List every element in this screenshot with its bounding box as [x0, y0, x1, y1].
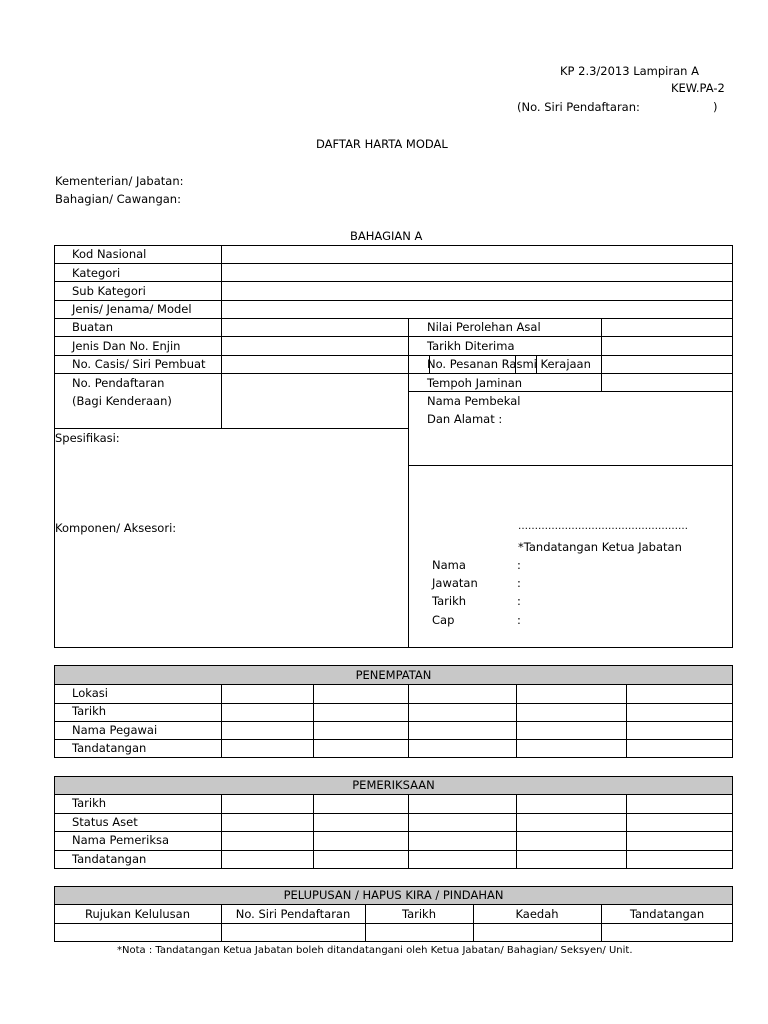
penempatan-row-nama-pegawai: Nama Pegawai: [72, 723, 158, 737]
label-nama-pembekal: Nama Pembekal: [427, 394, 521, 408]
sign-label-jawatan: Jawatan: [432, 576, 478, 590]
penempatan-row-tarikh: Tarikh: [72, 704, 107, 718]
pemeriksaan-row-tarikh: Tarikh: [72, 796, 107, 810]
pemeriksaan-row-tandatangan: Tandatangan: [72, 852, 147, 866]
pelupusan-col-kaedah: Kaedah: [515, 907, 559, 921]
pelupusan-title: PELUPUSAN / HAPUS KIRA / PINDAHAN: [55, 887, 732, 905]
pemeriksaan-title: PEMERIKSAAN: [55, 777, 732, 795]
sign-colon: :: [517, 594, 521, 608]
footnote: *Nota : Tandatangan Ketua Jabatan boleh ditandatangani oleh Ketua Jabatan/ Bahagian/ Seksyen/ Unit.: [117, 945, 633, 956]
label-no-pesanan: No. Pesanan Rasmi Kerajaan: [427, 357, 591, 371]
label-dan-alamat: Dan Alamat :: [427, 412, 503, 426]
division-label: Bahagian/ Cawangan:: [55, 192, 181, 206]
penempatan-row-lokasi: Lokasi: [72, 686, 108, 700]
form-reference: KP 2.3/2013 Lampiran A: [560, 64, 699, 78]
label-jenis-enjin: Jenis Dan No. Enjin: [72, 339, 181, 353]
pelupusan-col-no-siri: No. Siri Pendaftaran: [235, 907, 351, 921]
ministry-label: Kementerian/ Jabatan:: [55, 174, 184, 188]
pemeriksaan-row-nama-pemeriksa: Nama Pemeriksa: [72, 833, 170, 847]
label-buatan: Buatan: [72, 320, 114, 334]
sign-label-tarikh: Tarikh: [432, 594, 467, 608]
label-nilai-perolehan: Nilai Perolehan Asal: [427, 320, 541, 334]
signature-line: ……………………………………………: [518, 521, 688, 532]
label-kategori: Kategori: [72, 266, 121, 280]
label-no-pendaftaran: No. Pendaftaran: [72, 376, 165, 390]
label-no-casis: No. Casis/ Siri Pembuat: [72, 357, 206, 371]
page-title: DAFTAR HARTA MODAL: [316, 137, 448, 151]
sign-colon: :: [517, 576, 521, 590]
label-tarikh-diterima: Tarikh Diterima: [427, 339, 515, 353]
sign-colon: :: [517, 558, 521, 572]
label-spesifikasi: Spesifikasi:: [55, 431, 120, 445]
sign-colon: :: [517, 613, 521, 627]
pelupusan-col-rujukan: Rujukan Kelulusan: [84, 907, 191, 921]
sign-label-nama: Nama: [432, 558, 466, 572]
label-kod-nasional: Kod Nasional: [72, 247, 147, 261]
pelupusan-col-tarikh: Tarikh: [401, 907, 437, 921]
signature-caption: *Tandatangan Ketua Jabatan: [518, 540, 682, 554]
section-a-title: BAHAGIAN A: [350, 229, 423, 243]
label-sub-kategori: Sub Kategori: [72, 284, 146, 298]
label-bagi-kenderaan: (Bagi Kenderaan): [72, 394, 172, 408]
pelupusan-col-tandatangan: Tandatangan: [629, 907, 705, 921]
pemeriksaan-row-status-aset: Status Aset: [72, 815, 138, 829]
penempatan-title: PENEMPATAN: [55, 666, 732, 685]
sign-label-cap: Cap: [432, 613, 455, 627]
serial-number-label: (No. Siri Pendaftaran:: [517, 100, 640, 114]
penempatan-row-tandatangan: Tandatangan: [72, 741, 147, 755]
label-tempoh-jaminan: Tempoh Jaminan: [427, 376, 523, 390]
label-jenis-model: Jenis/ Jenama/ Model: [72, 302, 192, 316]
label-komponen: Komponen/ Aksesori:: [55, 521, 177, 535]
serial-number-close: ): [713, 100, 718, 114]
form-code: KEW.PA-2: [671, 81, 725, 95]
